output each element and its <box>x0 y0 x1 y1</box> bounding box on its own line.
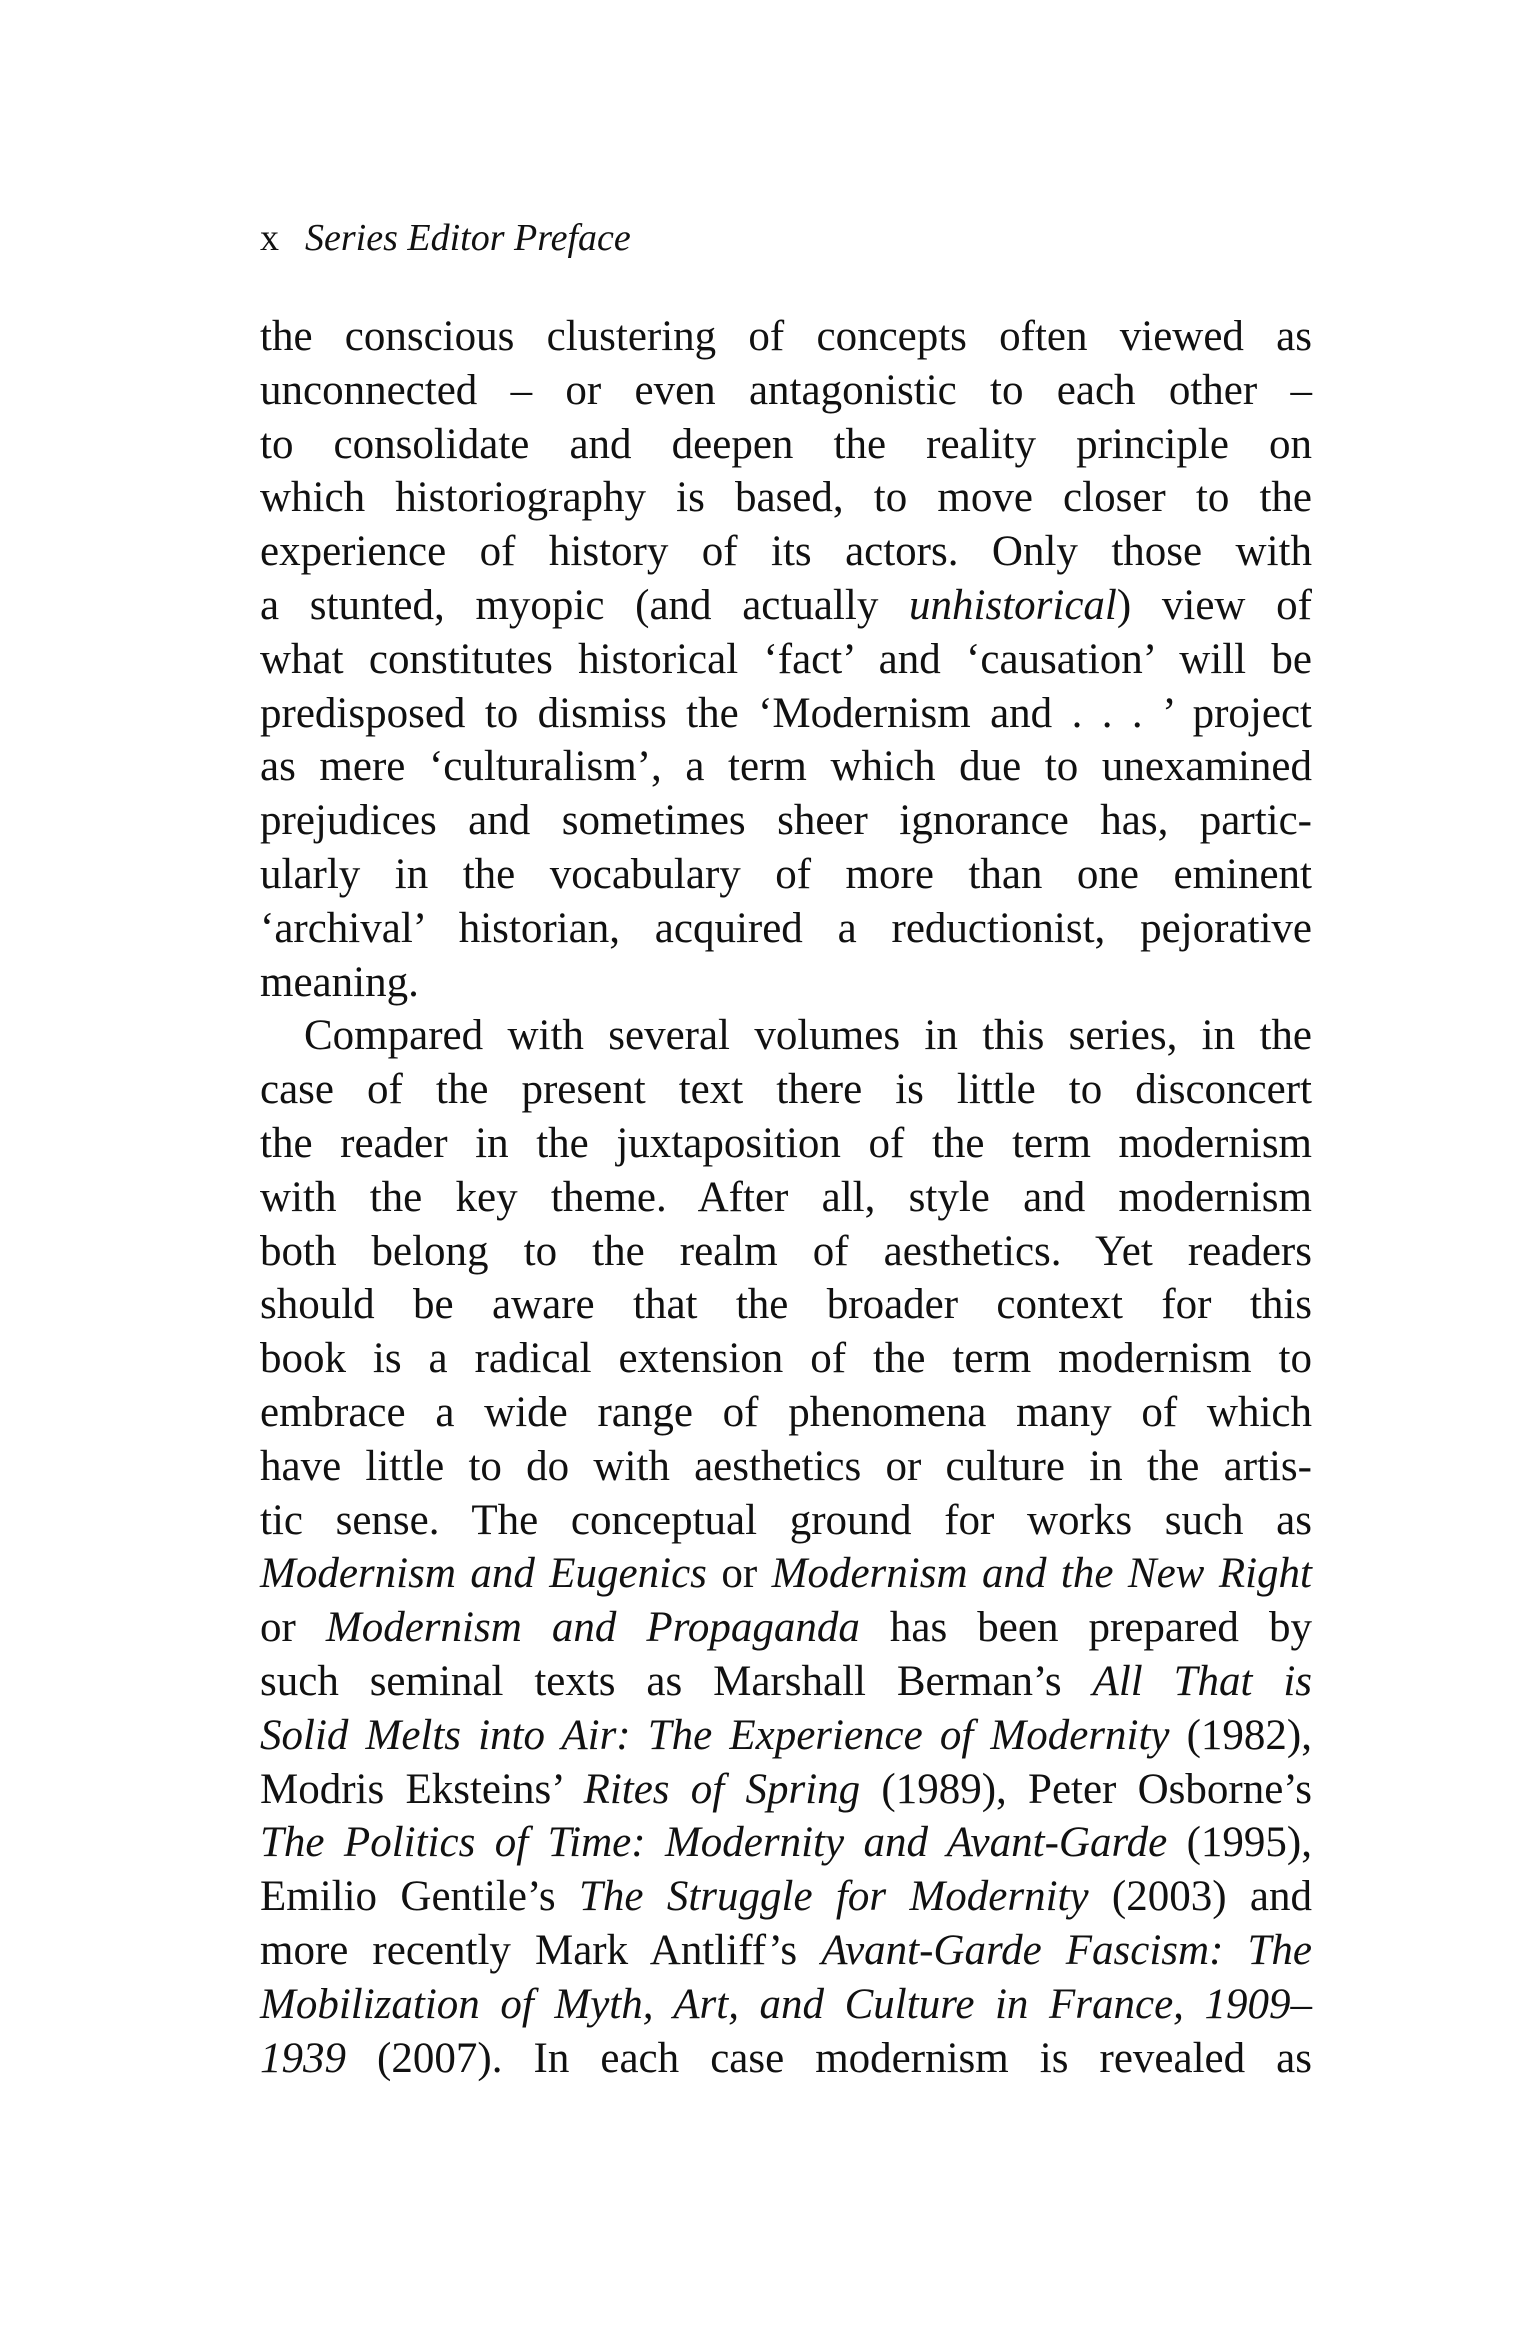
text-line <box>260 1709 1312 1763</box>
text-line <box>260 1816 1312 1870</box>
running-title: Series Editor Preface <box>305 217 631 259</box>
text-line: the reader in the juxtaposition of the term modernism <box>260 1119 1312 1167</box>
text-line: to consolidate and deepen the reality principle on <box>260 420 1312 468</box>
text-line <box>260 579 1312 633</box>
text-line: unconnected – or even antagonistic to each other – <box>260 366 1312 414</box>
text-line: the conscious clustering of concepts often viewed as <box>260 313 1312 360</box>
italic-title: Solid Melts into Air: The Experience of Modernity <box>260 1711 1170 1759</box>
text-segment: more recently Mark Antliff’s <box>260 1926 822 1974</box>
text-line <box>260 1763 1312 1817</box>
text-line: which historiography is based, to move closer to the <box>260 474 1312 522</box>
running-head <box>260 213 631 263</box>
page-number: x <box>260 217 279 259</box>
text-line <box>260 1870 1312 1924</box>
text-line <box>260 1601 1312 1655</box>
text-segment: a stunted, myopic (and actually <box>260 581 910 629</box>
text-line <box>260 1655 1312 1709</box>
text-line: ‘archival’ historian, acquired a reductionist, pejorative <box>260 904 1312 952</box>
text-segment: such seminal texts as Marshall Berman’s <box>260 1657 1093 1705</box>
italic-title: Modernism and Eugenics <box>260 1550 707 1598</box>
text-line: have little to do with aesthetics or culture in the artis- <box>260 1442 1312 1490</box>
text-line: book is a radical extension of the term modernism to <box>260 1335 1312 1383</box>
text-line: ularly in the vocabulary of more than one eminent <box>260 850 1312 898</box>
text-segment: (1989), Peter Osborne’s <box>860 1765 1312 1813</box>
text-line <box>260 1547 1312 1601</box>
text-segment: (1982), <box>1169 1711 1312 1759</box>
text-line: embrace a wide range of phenomena many of which <box>260 1388 1312 1436</box>
text-segment: or <box>260 1604 326 1652</box>
text-line: tic sense. The conceptual ground for works such as <box>260 1496 1312 1544</box>
text-line: case of the present text there is little to disconcert <box>260 1066 1312 1114</box>
italic-title: The Struggle for Modernity <box>579 1873 1089 1921</box>
text-segment: (2003) and <box>1088 1873 1312 1921</box>
text-line <box>260 1978 1312 2032</box>
text-line: prejudices and sometimes sheer ignorance has, partic- <box>260 797 1312 845</box>
text-segment: has been prepared by <box>859 1604 1312 1652</box>
italic-title: Mobilization of Myth, Art, and Culture in France, 1909– <box>260 1980 1312 2028</box>
text-line: with the key theme. After all, style and modernism <box>260 1173 1312 1221</box>
text-line: Compared with several volumes in this series, in the <box>304 1012 1312 1060</box>
text-line <box>260 1924 1312 1978</box>
body-text <box>260 310 1312 2085</box>
text-line: what constitutes historical ‘fact’ and ‘causation’ will be <box>260 635 1312 683</box>
text-segment: (2007). In each case modernism is revealed as <box>346 2034 1312 2082</box>
italic-title: Rites of Spring <box>583 1765 861 1813</box>
text-line: both belong to the realm of aesthetics. Yet readers <box>260 1227 1312 1275</box>
text-segment: Modris Eksteins’ <box>260 1765 584 1813</box>
text-line: meaning. <box>260 958 419 1006</box>
text-line: should be aware that the broader context for this <box>260 1281 1312 1329</box>
italic-title: unhistorical <box>909 581 1117 629</box>
text-line: experience of history of its actors. Only those with <box>260 528 1312 576</box>
italic-title: Avant-Garde Fascism: The <box>821 1926 1312 1974</box>
text-segment: or <box>706 1550 772 1598</box>
text-segment: ) view of <box>1116 581 1312 629</box>
text-segment: Emilio Gentile’s <box>260 1873 579 1921</box>
italic-title: All That is <box>1092 1657 1313 1705</box>
italic-title: Modernism and Propaganda <box>325 1604 860 1652</box>
text-line: predisposed to dismiss the ‘Modernism and . . . ’ project <box>260 689 1312 737</box>
text-line <box>260 2032 1312 2086</box>
italic-title: Modernism and the New Right <box>771 1550 1312 1598</box>
text-line: as mere ‘culturalism’, a term which due to unexamined <box>260 743 1312 791</box>
italic-title: 1939 <box>260 2034 346 2082</box>
italic-title: The Politics of Time: Modernity and Avant-Garde <box>260 1819 1168 1867</box>
text-segment: (1995), <box>1167 1819 1313 1867</box>
